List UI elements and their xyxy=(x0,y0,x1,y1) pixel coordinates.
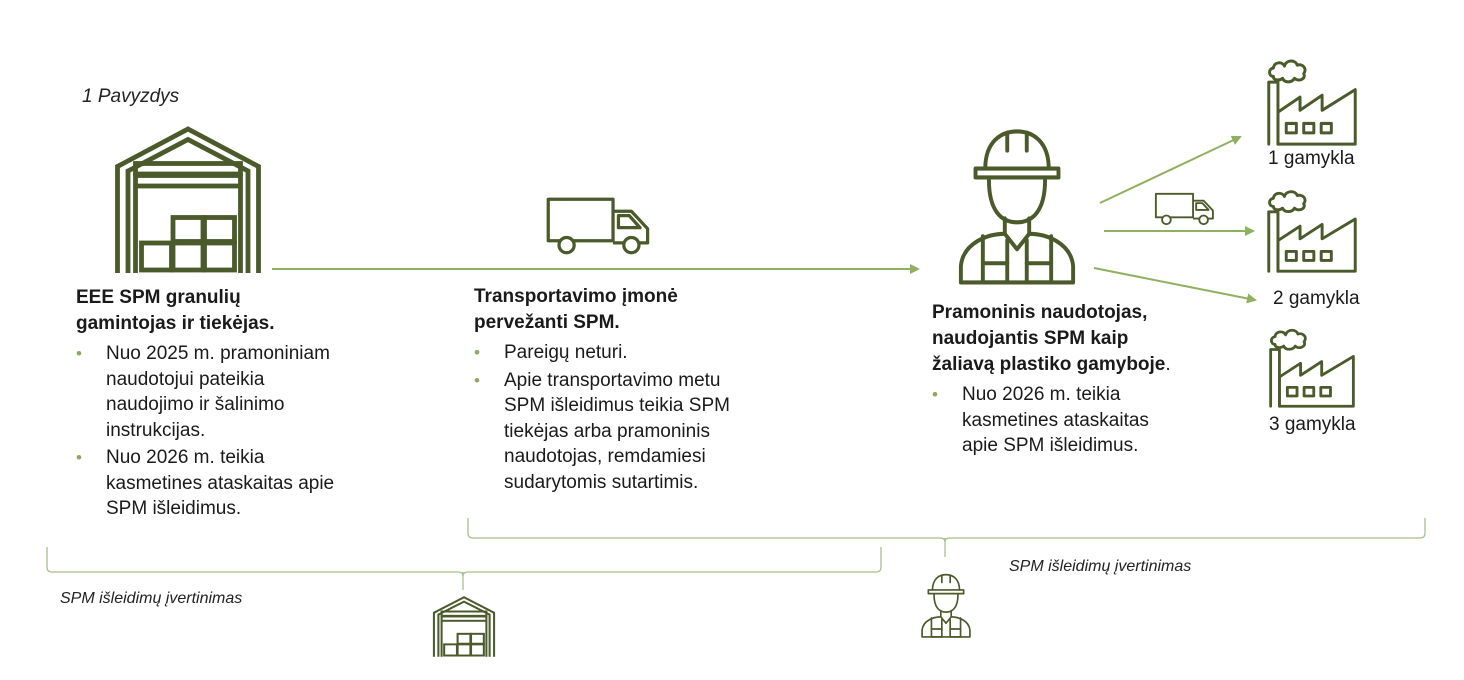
warehouse-icon xyxy=(113,126,263,276)
transport-block xyxy=(474,284,774,495)
assessment-caption-left: SPM išleidimų įvertinimas xyxy=(60,590,243,607)
assessment-caption-right: SPM išleidimų įvertinimas xyxy=(1009,558,1192,575)
factory-label-1: 1 gamykla xyxy=(1268,148,1355,169)
assessment-bracket-right xyxy=(468,518,1425,542)
truck-icon xyxy=(545,196,653,256)
list-item: • Nuo 2026 m. teikia kasmetines ataskaitas apie SPM išleidimus. xyxy=(932,382,1177,459)
industrial-user-block xyxy=(932,300,1252,459)
factory-label-2: 2 gamykla xyxy=(1273,288,1360,309)
factory-label-3: 3 gamykla xyxy=(1269,414,1356,435)
list-item: • Apie transportavimo metu SPM išleidimus teikia SPM tiekėjas arba pramoninis naudotojas, remdamiesi sudarytomis sutartimis. xyxy=(474,368,764,496)
list-item: • Nuo 2025 m. pramoniniam naudotojui pateikia naudojimo ir šalinimo instrukcijas. xyxy=(76,341,341,443)
transport-bullets xyxy=(474,340,764,495)
example-title: 1 Pavyzdys xyxy=(82,86,180,107)
assessment-bracket-left xyxy=(47,547,881,576)
factory-icon xyxy=(1268,322,1356,408)
list-item: • Pareigų neturi. xyxy=(474,340,764,366)
industrial-user-heading: Pramoninis naudotojas, naudojantis SPM kaip žaliavą plastiko gamyboje. xyxy=(932,302,1171,375)
truck-icon xyxy=(1154,192,1216,226)
factory-icon xyxy=(1266,52,1358,146)
industrial-user-bullets xyxy=(932,382,1177,459)
transport-heading: Transportavimo įmonė pervežanti SPM. xyxy=(474,286,678,333)
factory-icon xyxy=(1266,183,1358,273)
supplier-bullets xyxy=(76,341,341,522)
list-item: • Nuo 2026 m. teikia kasmetines ataskaitas apie SPM išleidimus. xyxy=(76,445,341,522)
supplier-heading: EEE SPM granulių gamintojas ir tiekėjas. xyxy=(76,287,275,334)
worker-icon xyxy=(956,125,1078,285)
supplier-block xyxy=(76,285,376,522)
warehouse-icon xyxy=(432,596,496,658)
arrow-to-factory-3 xyxy=(1094,268,1255,300)
worker-icon xyxy=(920,572,972,638)
